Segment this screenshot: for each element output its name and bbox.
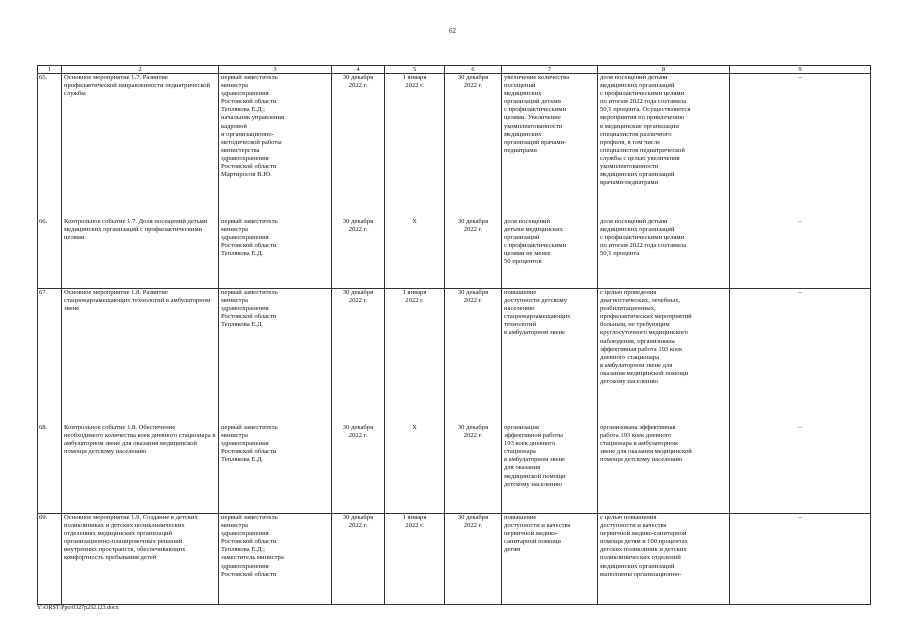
header-cell: 2	[62, 66, 219, 74]
row-number: 68.	[38, 424, 62, 514]
expected-result: организация эффективной работы 193 коек дневного стационара в амбулаторном звене для оказания медицинской помощи детскому населению	[502, 424, 598, 514]
expected-result: повышение доступности и качества первичной медико- санитарной помощи детям	[502, 514, 598, 605]
end-date: 30 декабря 2022 г.	[445, 74, 502, 219]
plan-date: 30 декабря 2022 г.	[332, 218, 385, 289]
header-cell: 1	[38, 66, 62, 74]
table-header-row	[38, 66, 871, 74]
start-date: Х	[385, 424, 445, 514]
header-cell: 9	[730, 66, 871, 74]
table-row	[38, 514, 871, 605]
header-cell: 3	[219, 66, 332, 74]
header-cell: 6	[445, 66, 502, 74]
responsible-person: первый заместитель министра здравоохранения Ростовской области Теплякова Е.Д.; заместитель министра здравоохранения Ростовской области	[219, 514, 332, 605]
page-number: 62	[449, 27, 456, 35]
responsible-person: первый заместитель министра здравоохранения Ростовской области Теплякова Е.Д.	[219, 424, 332, 514]
actual-result: с целью проведения диагностических, лечебных, реабилитационных, профилактических мероприятий больным, не требующим круглосуточного медицинского наблюдения, организована эффективная работа 193 коек дневного стационара в амбулаторном звене для оказания медицинской помощи детскому населению	[598, 289, 730, 425]
activity-name: Основное мероприятие 1.7. Развитие профилактической направленности педиатрической службы	[62, 74, 219, 219]
note: –	[730, 74, 871, 219]
end-date: 30 декабря 2022 г.	[445, 289, 502, 425]
plan-date: 30 декабря 2022 г.	[332, 424, 385, 514]
activity-name: Контрольное событие 1.8. Обеспечение необходимого количества коек дневного стационара в амбулаторном звене для оказания медицинской помощи детскому населению	[62, 424, 219, 514]
table-row	[38, 74, 871, 219]
row-number: 69.	[38, 514, 62, 605]
row-number: 66.	[38, 218, 62, 289]
start-date: 1 января 2022 г.	[385, 74, 445, 219]
plan-date: 30 декабря 2022 г.	[332, 289, 385, 425]
start-date: Х	[385, 218, 445, 289]
start-date: 1 января 2022 г.	[385, 289, 445, 425]
table-row	[38, 218, 871, 289]
report-table	[37, 65, 871, 605]
note: –	[730, 514, 871, 605]
end-date: 30 декабря 2022 г.	[445, 218, 502, 289]
header-cell: 5	[385, 66, 445, 74]
start-date: 1 января 2022 г.	[385, 514, 445, 605]
activity-name: Контрольное событие 1.7. Доля посещений детьми медицинских организаций с профилактическими целями	[62, 218, 219, 289]
note: –	[730, 424, 871, 514]
responsible-person: первый заместитель министра здравоохранения Ростовской области Теплякова Е.Д.	[219, 218, 332, 289]
end-date: 30 декабря 2022 г.	[445, 514, 502, 605]
plan-date: 30 декабря 2022 г.	[332, 514, 385, 605]
header-cell: 8	[598, 66, 730, 74]
actual-result: доля посещений детьми медицинских организаций с профилактическими целями по итогам 2022 года составила 50,1 процента	[598, 218, 730, 289]
actual-result: с целью повышения доступности и качества первичной медико-санитарной помощи детям в 100 процентах детских поликлиник и детских поликлинических отделений медицинских организаций выполнены организационно-	[598, 514, 730, 605]
actual-result: организована эффективная работа 193 коек дневного стационара в амбулаторном звене для оказания медицинской помощи детскому населению	[598, 424, 730, 514]
responsible-person: первый заместитель министра здравоохранения Ростовской области Теплякова Е.Д.; начальник управления кадровой и организационно- методической работы министерства здравоохранения Ростовской области Мартиросов В.Ю.	[219, 74, 332, 219]
header-cell: 4	[332, 66, 385, 74]
header-cell: 7	[502, 66, 598, 74]
expected-result: повышение доступности детскому населению стационарзамещающих технологий в амбулаторном звене	[502, 289, 598, 425]
expected-result: доля посещений детьми медицинских организаций с профилактическими целями не менее 50 процентов	[502, 218, 598, 289]
note: –	[730, 289, 871, 425]
row-number: 67.	[38, 289, 62, 425]
note: –	[730, 218, 871, 289]
plan-date: 30 декабря 2022 г.	[332, 74, 385, 219]
expected-result: увеличение количества посещений медицинских организаций детьми с профилактическими целями. Увеличение укомплектованности медицинских организаций врачами- педиатрами	[502, 74, 598, 219]
activity-name: Основное мероприятие 1.9. Создание в детских поликлиниках и детских поликлинических отделениях медицинских организаций организационно-планировочных решений внутренних пространств, обеспечивающих комфортность пребывания детей	[62, 514, 219, 605]
responsible-person: первый заместитель министра здравоохранения Ростовской области Теплякова Е.Д.	[219, 289, 332, 425]
actual-result: доля посещений детьми медицинских организаций с профилактическими целями по итогам 2022 года составила 50,1 процента. Осуществляются мероприятия по привлечению в медицинские организации специалистов различного профиля, в том числе специалистов педиатрической службы с целью увеличения укомплектованности медицинских организаций врачами-педиатрами	[598, 74, 730, 219]
activity-name: Основное мероприятие 1.8. Развитие стационарзамещающих технологий в амбулаторном звене	[62, 289, 219, 425]
document-file-path: Y:\ORST\Ppo\0327p232.f23.docx	[37, 605, 119, 611]
end-date: 30 декабря 2022 г.	[445, 424, 502, 514]
row-number: 65.	[38, 74, 62, 219]
table-row	[38, 424, 871, 514]
table-row	[38, 289, 871, 425]
